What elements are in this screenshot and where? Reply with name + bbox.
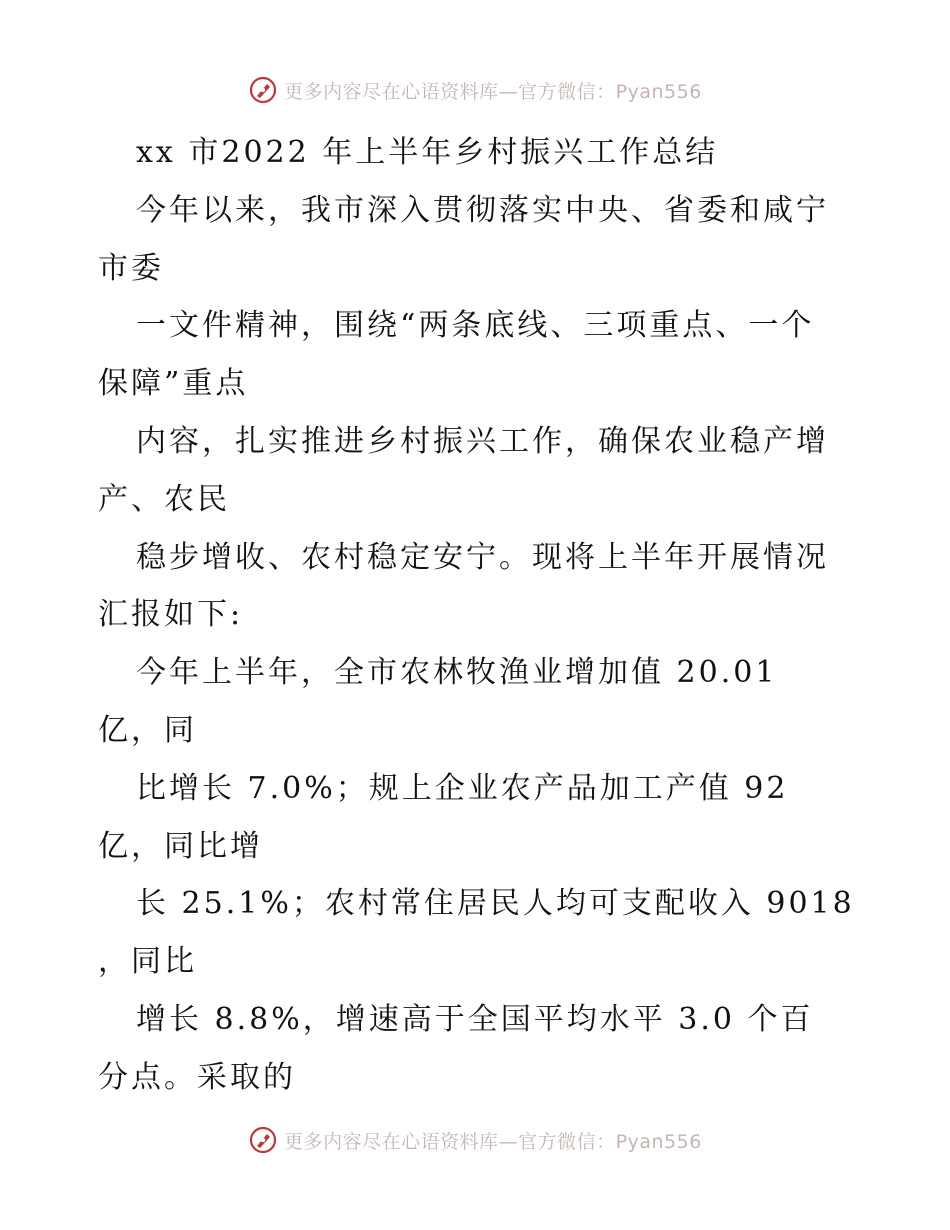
text-line: 今年上半年，全市农林牧渔业增加值 20.01 [136,655,778,691]
text-line: 保障”重点 [98,366,249,402]
text-line: 亿，同 [98,712,197,748]
footer-watermark [0,1120,950,1160]
watermark-text: 更多内容尽在心语资料库—官方微信：Pyan556 [284,1130,702,1153]
text-line: 产、农民 [98,481,230,517]
text-line: 亿，同比增 [98,828,263,864]
text-line: ，同比 [98,944,197,980]
text-line: 汇报如下: [98,597,244,633]
text-line: 稳步增收、农村稳定安宁。现将上半年开展情况 [136,539,829,575]
text-line: 今年以来，我市深入贯彻落实中央、省委和咸宁 [136,192,829,228]
text-line: 市委 [98,250,164,286]
text-line: 比增长 7.0%；规上企业农产品加工产值 92 [136,770,789,806]
document-body [98,124,858,1107]
pen-logo-icon [248,1125,278,1155]
text-line: 分点。采取的 [98,1059,296,1095]
text-line: xx 市2022 年上半年乡村振兴工作总结 [136,135,719,170]
header-watermark [0,70,950,110]
text-line: 一文件精神，围绕“两条底线、三项重点、一个 [136,308,815,344]
text-line: 长 25.1%；农村常住居民人均可支配收入 9018 [136,886,855,922]
watermark-text: 更多内容尽在心语资料库—官方微信：Pyan556 [284,80,702,103]
text-line: 内容，扎实推进乡村振兴工作，确保农业稳产增 [136,423,829,459]
pen-logo-icon [248,75,278,105]
text-line: 增长 8.8%，增速高于全国平均水平 3.0 个百 [136,1001,814,1037]
